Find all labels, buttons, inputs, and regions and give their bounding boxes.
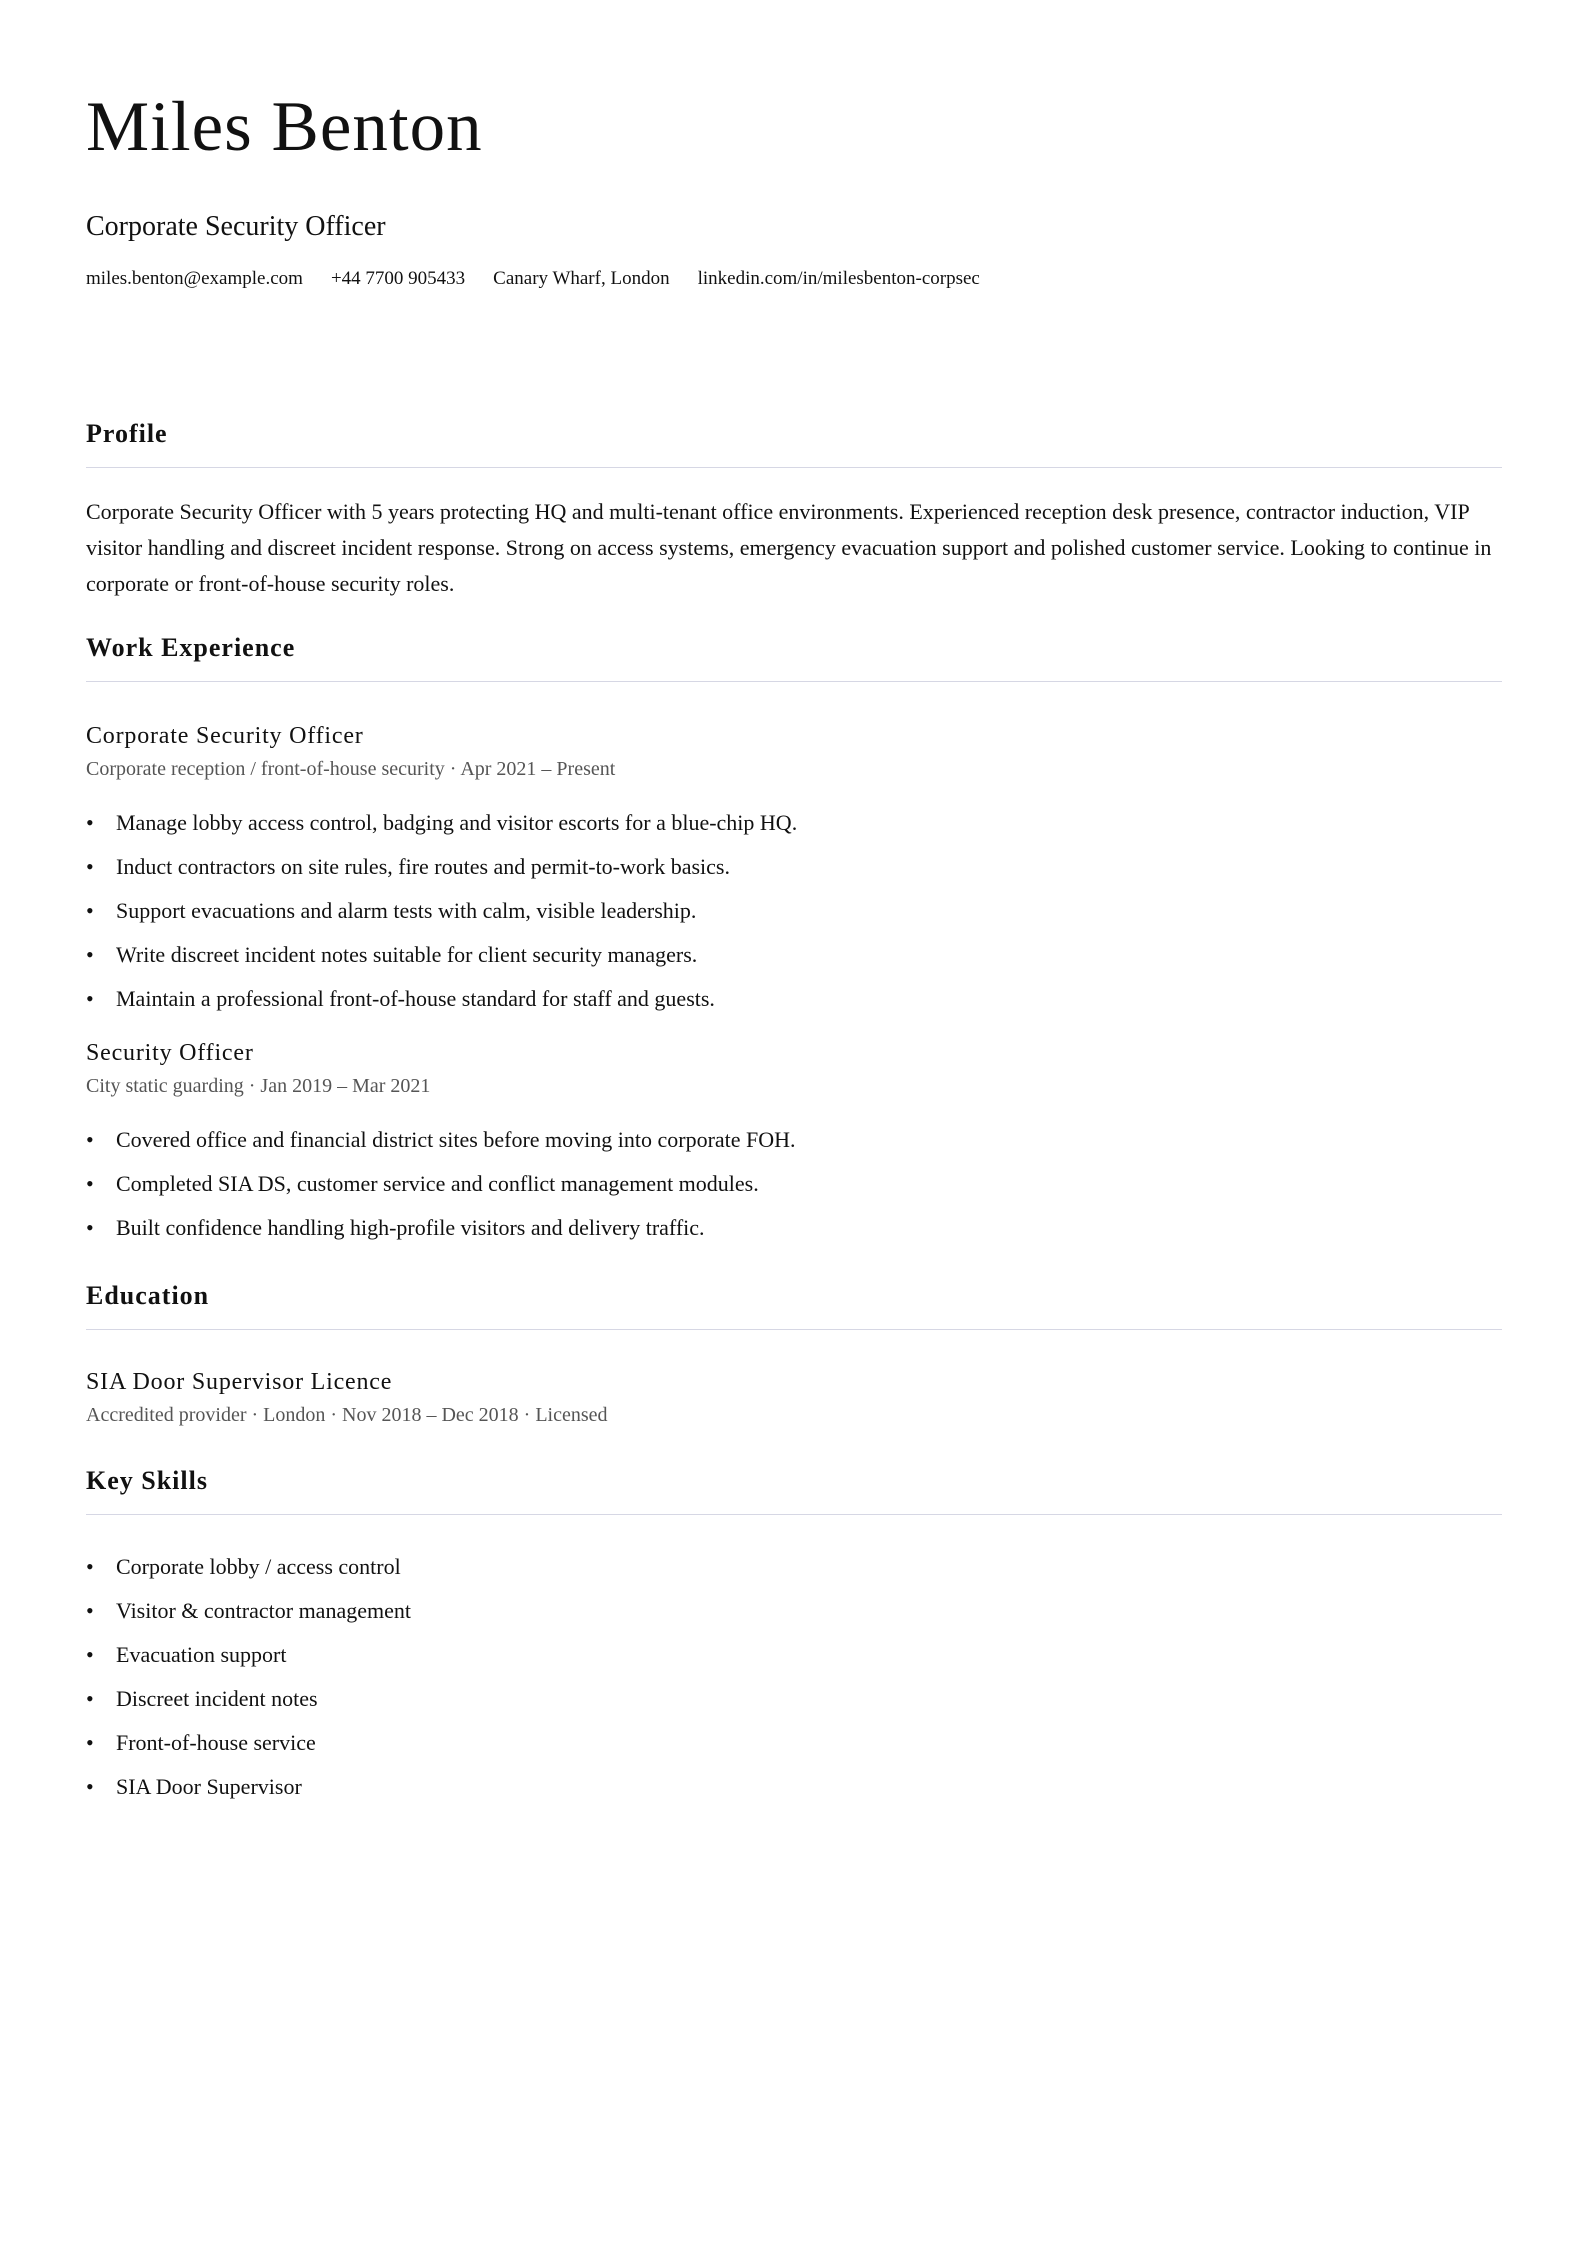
education-title: SIA Door Supervisor Licence <box>86 1368 393 1395</box>
section-title-profile: Profile <box>86 418 1502 468</box>
skills-section <box>86 1465 1502 1809</box>
job-entry <box>86 1039 1502 1250</box>
candidate-name: Miles Benton <box>86 88 483 166</box>
job-entry <box>86 722 1502 1021</box>
list-item: • Manage lobby access control, badging and visitor escorts for a blue-chip HQ. <box>86 801 1502 845</box>
list-item: • Support evacuations and alarm tests with calm, visible leadership. <box>86 889 1502 933</box>
contact-phone[interactable]: +44 7700 905433 <box>330 267 466 289</box>
section-title-education: Education <box>86 1280 1502 1330</box>
list-item: • Visitor & contractor management <box>86 1589 1502 1633</box>
contact-email[interactable]: miles.benton@example.com <box>86 267 303 289</box>
job-meta: City static guarding · Jan 2019 – Mar 2021 <box>86 1074 431 1097</box>
list-item: • Built confidence handling high-profile visitors and delivery traffic. <box>86 1206 1502 1250</box>
job-meta: Corporate reception / front-of-house security · Apr 2021 – Present <box>86 757 616 780</box>
contact-location: Canary Wharf, London <box>493 267 670 289</box>
education-meta: Accredited provider · London · Nov 2018 – Dec 2018 · Licensed <box>86 1403 608 1426</box>
list-item: • Completed SIA DS, customer service and conflict management modules. <box>86 1162 1502 1206</box>
contact-linkedin[interactable]: linkedin.com/in/milesbenton-corpsec <box>697 267 980 289</box>
list-item: • Induct contractors on site rules, fire routes and permit-to-work basics. <box>86 845 1502 889</box>
list-item: • Evacuation support <box>86 1633 1502 1677</box>
education-entry <box>86 1368 1502 1427</box>
list-item: • Corporate lobby / access control <box>86 1545 1502 1589</box>
section-title-skills: Key Skills <box>86 1465 1502 1515</box>
job-title: Corporate Security Officer <box>86 722 364 749</box>
profile-section <box>86 418 1502 602</box>
experience-section <box>86 632 1502 1250</box>
section-title-experience: Work Experience <box>86 632 1502 682</box>
job-bullets <box>86 801 1502 1021</box>
list-item: • SIA Door Supervisor <box>86 1765 1502 1809</box>
resume-header <box>86 88 1502 290</box>
job-bullets <box>86 1118 1502 1250</box>
skills-list <box>86 1545 1502 1809</box>
contact-row <box>86 268 1502 290</box>
list-item: • Maintain a professional front-of-house standard for staff and guests. <box>86 977 1502 1021</box>
list-item: • Write discreet incident notes suitable for client security managers. <box>86 933 1502 977</box>
list-item: • Front-of-house service <box>86 1721 1502 1765</box>
list-item: • Discreet incident notes <box>86 1677 1502 1721</box>
profile-summary: Corporate Security Officer with 5 years protecting HQ and multi-tenant office environments. Experienced reception desk presence, contractor induction, VIP visitor handling and discreet incident response. Strong on access systems, emergency evacuation support and polished customer service. Looking to continue in corporate or front-of-house security roles. <box>86 498 1492 596</box>
candidate-headline: Corporate Security Officer <box>86 211 386 242</box>
list-item: • Covered office and financial district sites before moving into corporate FOH. <box>86 1118 1502 1162</box>
job-title: Security Officer <box>86 1039 254 1066</box>
education-section <box>86 1280 1502 1427</box>
